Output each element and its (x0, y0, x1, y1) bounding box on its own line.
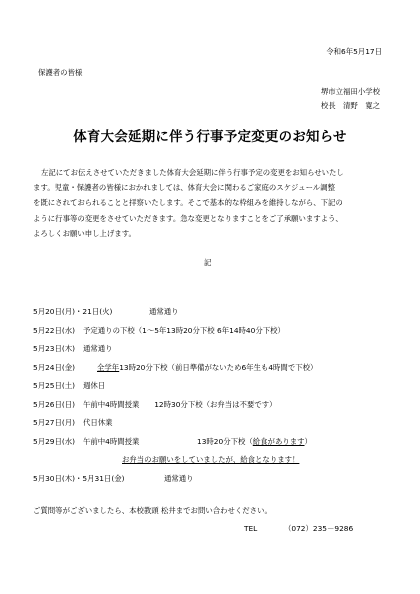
schedule-row (33, 436, 393, 455)
schedule-desc (97, 362, 317, 373)
contact-text: ご質問等がございましたら、本校教頭 松井までお問い合わせください。 (33, 506, 272, 515)
schedule-time-end: ） (304, 436, 312, 446)
body-line: 左記にてお伝えさせていただきました体育大会延期に伴う行事予定の変更をお知らせいたし (41, 168, 344, 177)
schedule-row (33, 473, 393, 492)
schedule-desc-underlined: 全学年 (97, 362, 120, 372)
schedule-desc: 代日休業 (83, 418, 113, 427)
schedule-date: 5月29日(水) (33, 436, 76, 446)
lunch-change-note: お弁当のお願いをしていましたが、給食となります！ (122, 455, 300, 464)
schedule-row (33, 362, 393, 381)
addressee: 保護者の皆様 (38, 68, 83, 77)
schedule-time (197, 436, 312, 447)
schedule-desc: 午前中4時間授業 (83, 436, 140, 446)
notice-body (33, 165, 389, 241)
tel-number: （072）235－9286 (284, 524, 354, 533)
schedule-desc-rest: 13時20分下校（前日準備がないため6年生も4時間で下校） (119, 362, 318, 372)
body-line: よろしくお願い申し上げます。 (33, 228, 136, 238)
schedule-row (33, 399, 393, 418)
schedule-row (33, 306, 393, 325)
schedule-list (33, 306, 393, 491)
schedule-row (33, 343, 393, 362)
schedule-desc: 通常通り (164, 473, 194, 483)
schedule-note-row (33, 454, 393, 473)
schedule-date: 5月27日(月) (33, 418, 76, 427)
body-line: ように行事等の変更をさせていただきます。急な変更となりますことをご了承願いますよう、 (33, 213, 343, 223)
sender-school: 堺市立福田小学校 (320, 87, 380, 96)
ki-marker: 記 (204, 258, 212, 267)
document-date: 令和6年5月17日 (326, 47, 382, 56)
schedule-row (33, 325, 393, 344)
body-line: ます。児童・保護者の皆様におかれましては、体育大会に関わるご家庭のスケジュール調整 (33, 183, 335, 193)
schedule-date: 5月23日(木) (33, 344, 76, 353)
schedule-date: 5月26日(日) (33, 399, 76, 409)
telephone (244, 523, 353, 534)
page-title: 体育大会延期に伴う行事予定変更のお知らせ (73, 130, 347, 145)
schedule-date: 5月22日(水) (33, 325, 76, 335)
lunch-provided-text: 給食があります (252, 436, 305, 446)
schedule-desc: 予定通りの下校（1～5年13時20分下校 6年14時40分下校） (83, 325, 285, 335)
schedule-row (33, 380, 393, 399)
schedule-date: 5月30日(木)・5月31日(金) (33, 473, 125, 483)
schedule-desc: 通常通り (83, 344, 113, 353)
tel-label: TEL (244, 524, 258, 533)
schedule-date: 5月25日(土) (33, 381, 76, 390)
schedule-desc: 午前中4時間授業 12時30分下校（お弁当は不要です） (83, 399, 277, 409)
sender-principal: 校長 清野 寛之 (320, 101, 380, 110)
body-line: を既にされておられることと拝察いたします。そこで基本的な枠組みを維持しながら、下記の (33, 198, 343, 208)
schedule-date: 5月24日(金) (33, 362, 76, 372)
schedule-desc: 週休日 (83, 381, 106, 390)
schedule-date: 5月20日(月)・21日(火) (33, 307, 113, 316)
schedule-time-text: 13時20分下校（ (197, 436, 253, 446)
schedule-desc: 通常通り (149, 307, 179, 316)
schedule-row (33, 417, 393, 436)
